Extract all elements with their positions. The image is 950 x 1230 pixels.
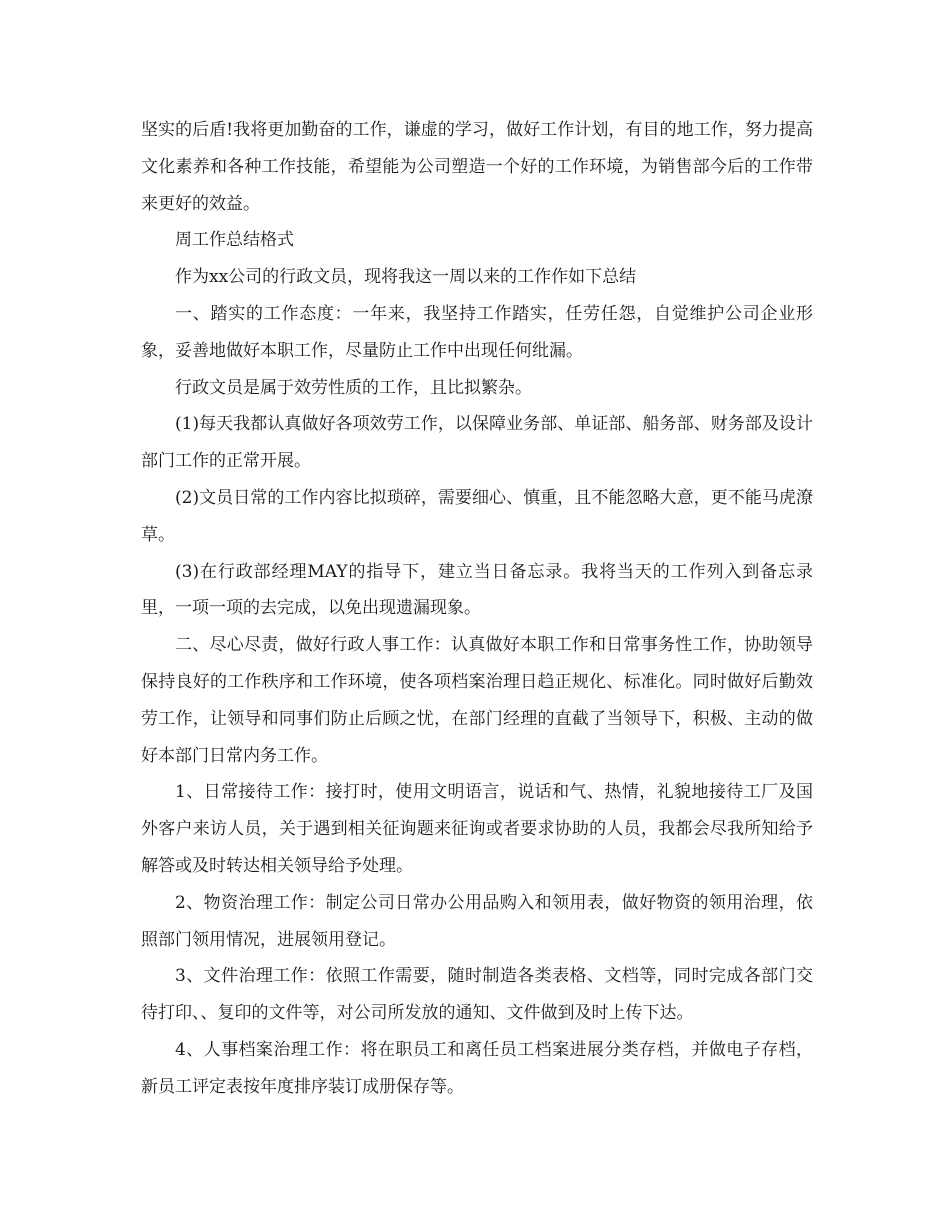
paragraph-intro-continuation: 坚实的后盾!我将更加勤奋的工作，谦虚的学习，做好工作计划，有目的地工作，努力提高文化素养和各种工作技能，希望能为公司塑造一个好的工作环境，为销售部今后的工作带来更好的效益。: [141, 120, 813, 214]
paragraph-document-management: 3、文件治理工作：依照工作需要，随时制造各类表格、文档等，同时完成各部门交待打印、、复印的文件等，对公司所发放的通知、文件做到及时上传下达。: [141, 966, 813, 1024]
section-heading-weekly-summary-format: 周工作总结格式: [175, 230, 294, 251]
paragraph-item-3: (3)在行政部经理MAY的指导下，建立当日备忘录。我将当天的工作列入到备忘录里，一项一项的去完成，以免出现遗漏现象。: [141, 561, 813, 619]
paragraph-item-2: (2)文员日常的工作内容比拟琐碎，需要细心、慎重，且不能忽略大意，更不能马虎潦草。: [141, 487, 813, 545]
paragraph-personnel-archives: 4、人事档案治理工作：将在职员工和离任员工档案进展分类存档，并做电子存档，新员工评定表按年度排序装订成册保存等。: [141, 1039, 813, 1097]
paragraph-opening-statement: 作为xx公司的行政文员，现将我这一周以来的工作作如下总结: [175, 267, 637, 288]
paragraph-reception-work: 1、日常接待工作：接打时，使用文明语言，说话和气、热情，礼貌地接待工厂及国外客户来访人员，关于遇到相关征询题来征询或者要求协助的人员，我都会尽我所知给予解答或及时转达相关领导给予处理。: [141, 782, 813, 876]
paragraph-hr-work: 二、尽心尽责，做好行政人事工作：认真做好本职工作和日常事务性工作，协助领导保持良好的工作秩序和工作环境，使各项档案治理日趋正规化、标准化。同时做好后勤效劳工作，让领导和同事们防止后顾之忧，在部门经理的直截了当领导下，积极、主动的做好本部门日常内务工作。: [141, 635, 813, 766]
paragraph-item-1: (1)每天我都认真做好各项效劳工作，以保障业务部、单证部、船务部、财务部及设计部门工作的正常开展。: [141, 414, 813, 472]
paragraph-work-attitude: 一、踏实的工作态度：一年来，我坚持工作踏实，任劳任怨，自觉维护公司企业形象，妥善地做好本职工作，尽量防止工作中出现任何纰漏。: [141, 303, 813, 361]
paragraph-supplies-management: 2、物资治理工作：制定公司日常办公用品购入和领用表，做好物资的领用治理，依照部门领用情况，进展领用登记。: [141, 892, 813, 950]
paragraph-admin-role: 行政文员是属于效劳性质的工作，且比拟繁杂。: [175, 377, 532, 398]
document-body: [141, 112, 813, 1106]
